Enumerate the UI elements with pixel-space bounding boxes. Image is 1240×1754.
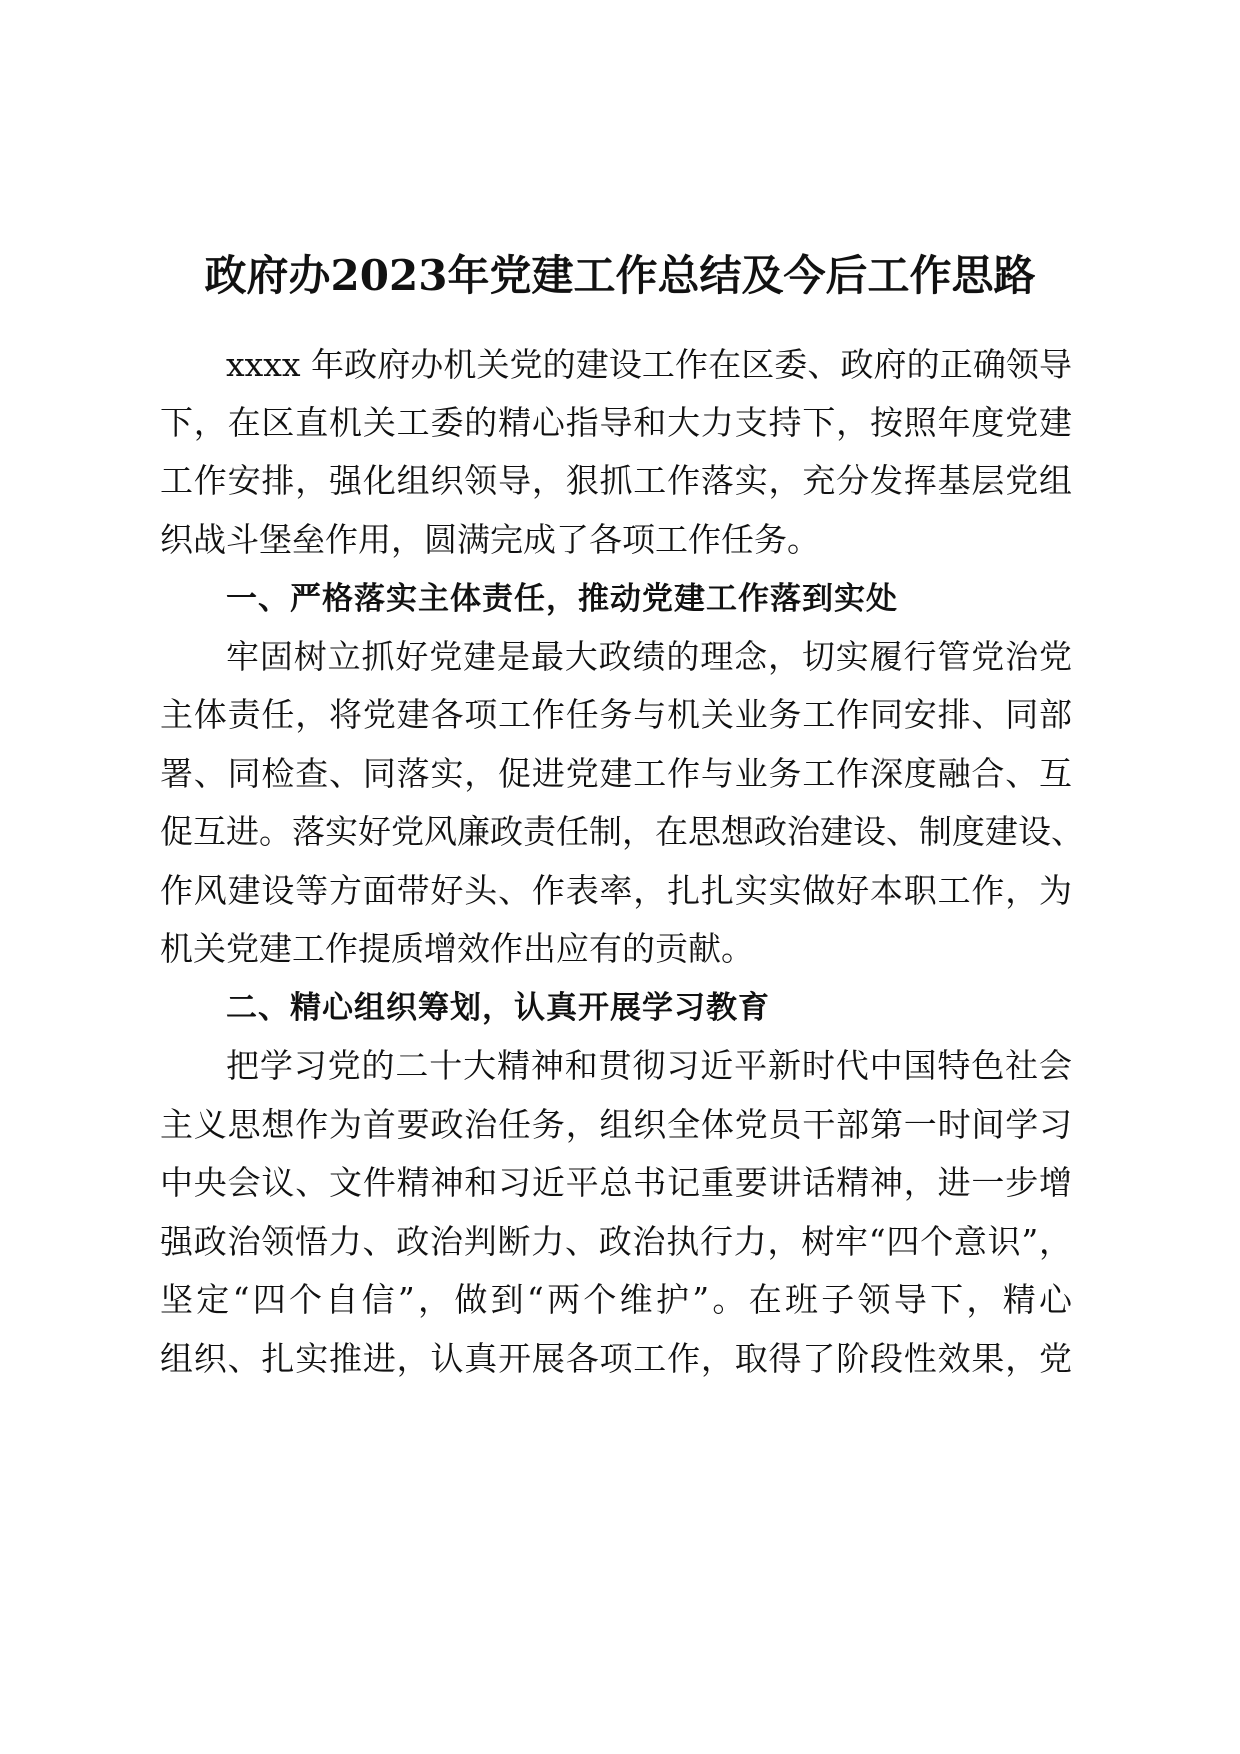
section-2-line-5: 坚定“四个自信”，做到“两个维护”。在班子领导下，精心 [160, 1280, 1072, 1319]
document-title: 政府办2023年党建工作总结及今后工作思路 [204, 251, 1036, 300]
intro-line-2: 下，在区直机关工委的精心指导和大力支持下，按照年度党建 [160, 403, 1072, 442]
section-1-line-3: 署、同检查、同落实，促进党建工作与业务工作深度融合、互 [160, 754, 1072, 793]
section-2-heading: 二、精心组织筹划，认真开展学习教育 [226, 990, 770, 1026]
intro-line-1: xxxx 年政府办机关党的建设工作在区委、政府的正确领导 [226, 345, 1072, 384]
section-2-line-4: 强政治领悟力、政治判断力、政治执行力，树牢“四个意识”， [160, 1222, 1072, 1261]
section-1-heading: 一、严格落实主体责任，推动党建工作落到实处 [226, 581, 898, 617]
section-1-line-2: 主体责任，将党建各项工作任务与机关业务工作同安排、同部 [160, 695, 1072, 734]
section-2-line-3: 中央会议、文件精神和习近平总书记重要讲话精神，进一步增 [160, 1163, 1072, 1202]
section-2-line-6: 组织、扎实推进，认真开展各项工作，取得了阶段性效果，党 [160, 1339, 1072, 1378]
section-1-line-5: 作风建设等方面带好头、作表率，扎扎实实做好本职工作，为 [160, 871, 1072, 910]
section-1-line-4: 促互进。落实好党风廉政责任制，在思想政治建设、制度建设、 [160, 812, 1084, 851]
section-1-line-6: 机关党建工作提质增效作出应有的贡献。 [160, 929, 754, 968]
section-1-line-1: 牢固树立抓好党建是最大政绩的理念，切实履行管党治党 [226, 637, 1072, 676]
intro-line-4: 织战斗堡垒作用，圆满完成了各项工作任务。 [160, 520, 820, 559]
section-2-line-2: 主义思想作为首要政治任务，组织全体党员干部第一时间学习 [160, 1105, 1072, 1144]
section-2-line-1: 把学习党的二十大精神和贯彻习近平新时代中国特色社会 [226, 1046, 1072, 1085]
intro-line-3: 工作安排，强化组织领导，狠抓工作落实，充分发挥基层党组 [160, 461, 1072, 500]
